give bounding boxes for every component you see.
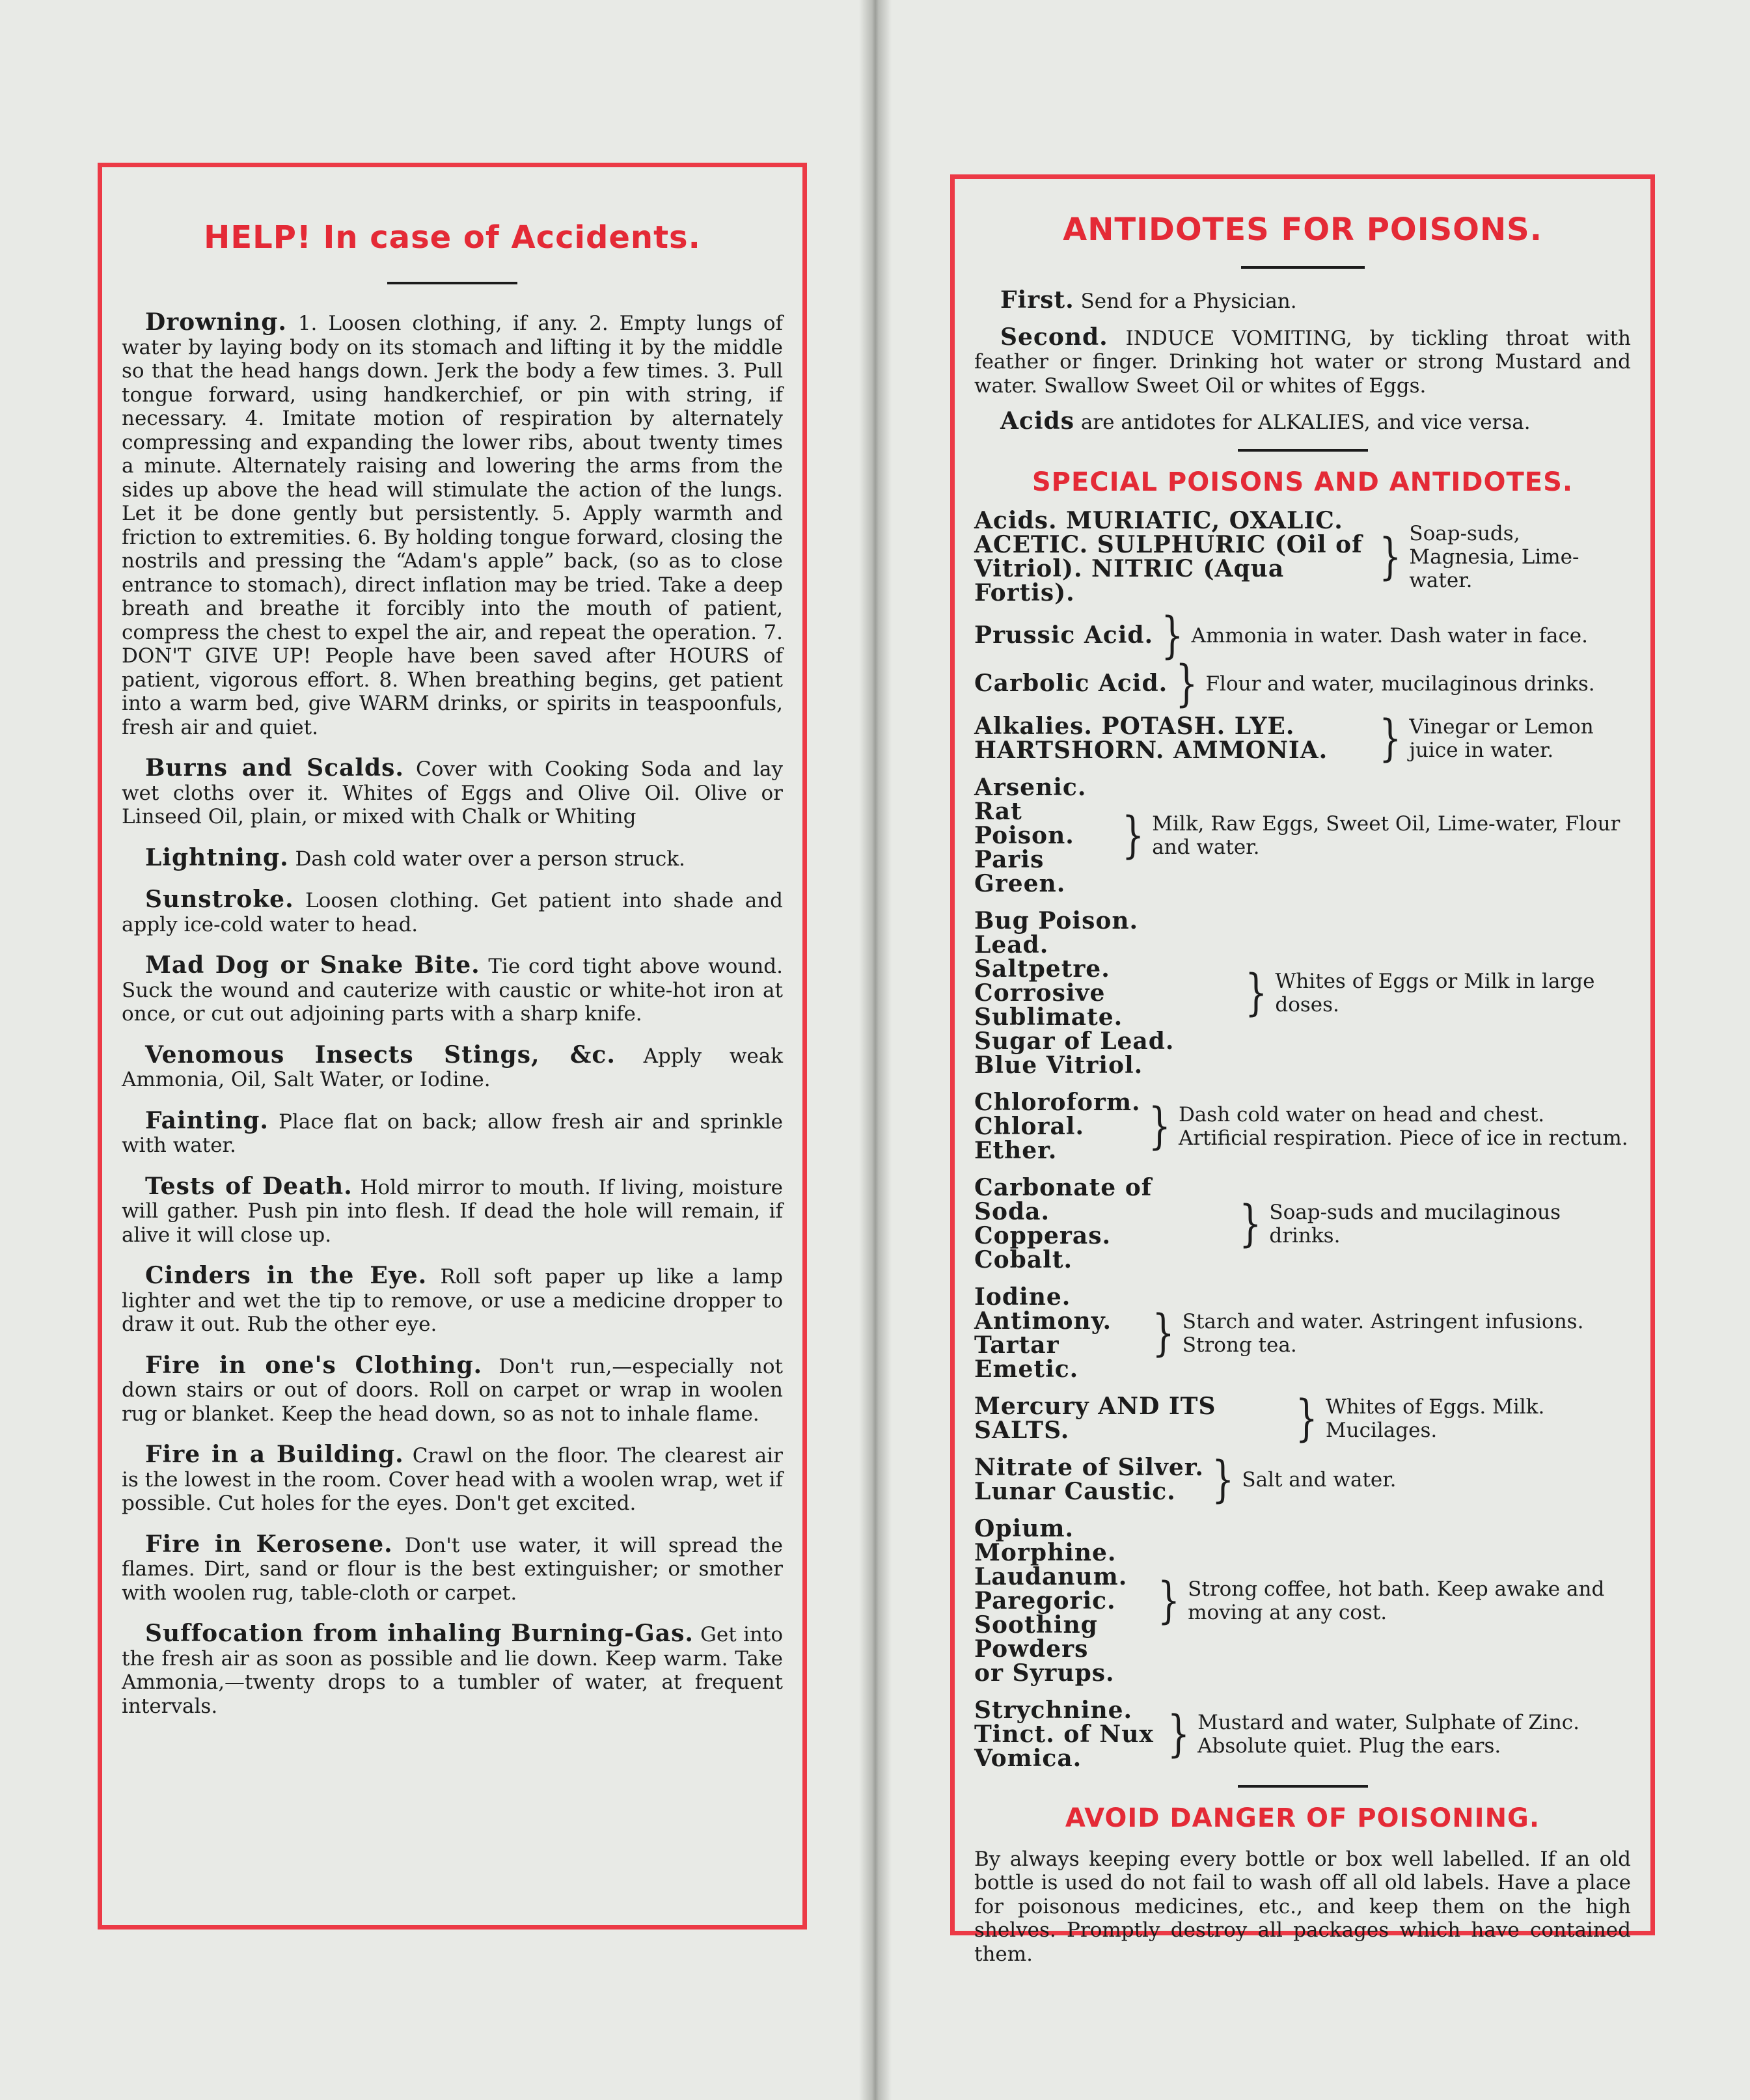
- first-step: [974, 288, 1631, 314]
- poison-names: Alkalies. POTASH. LYE. HARTSHORN. AMMONIA.: [974, 712, 1328, 764]
- acids-note-head: Acids: [1000, 407, 1074, 435]
- acids-note-body: are antidotes for ALKALIES, and vice versa.: [1074, 411, 1531, 434]
- accident-heading: Drowning.: [145, 308, 287, 336]
- poison-names: Arsenic. Rat Poison. Paris Green.: [974, 773, 1087, 897]
- antidote-text: Dash cold water on head and chest. Artificial respiration. Piece of ice in rectum.: [1178, 1103, 1628, 1150]
- accident-heading: Burns and Scalds.: [145, 754, 404, 782]
- brace-icon: }: [1239, 1194, 1262, 1252]
- special-title: SPECIAL POISONS AND ANTIDOTES.: [1032, 467, 1574, 497]
- accident-body: Apply weak Ammonia, Oil, Salt Water, or Iodine.: [122, 1044, 783, 1091]
- brace-icon: }: [1379, 527, 1402, 585]
- accident-section: [122, 1264, 783, 1337]
- antidote-text: Flour and water, mucilaginous drinks.: [1205, 672, 1595, 696]
- accident-body: Tie cord tight above wound. Suck the wound and cauterize with caustic or white-hot iron at once, or cut out adjoining parts with a sharp knife.: [122, 955, 783, 1026]
- left-title-rule: [387, 282, 517, 284]
- accident-body: Cover with Cooking Soda and lay wet cloths over it. Whites of Eggs and Olive Oil. Olive or Linseed Oil, plain, or mixed with Chalk or Whiting: [122, 757, 783, 828]
- poison-names: Chloroform. Chloral. Ether.: [974, 1088, 1141, 1164]
- accident-section: [122, 888, 783, 936]
- avoid-title: AVOID DANGER OF POISONING.: [1065, 1803, 1540, 1833]
- avoid-body: By always keeping every bottle or box well labelled. If an old bottle is used do not fail to wash off all old labels. Have a place for poisonous medicines, etc., and keep them on the high shelves. Promptly destroy all packages which have contained them.: [974, 1847, 1631, 1966]
- accident-heading: Tests of Death.: [145, 1172, 353, 1200]
- antidote-item: [974, 773, 1631, 897]
- poison-names: Prussic Acid.: [974, 621, 1154, 649]
- poison-names: Carbolic Acid.: [974, 670, 1168, 697]
- brace-icon: }: [1167, 1705, 1190, 1763]
- accident-section: [122, 1351, 783, 1426]
- accident-body: Place flat on back; allow fresh air and sprinkle with water.: [122, 1110, 783, 1157]
- accident-heading: Venomous Insects Stings, &c.: [145, 1041, 616, 1069]
- accident-body: 1. Loosen clothing, if any. 2. Empty lungs of water by laying body on its stomach and lifting it by the middle so that the head hangs down. Jerk the body a few times. 3. Pull tongue forward, using handkerchief, or pin with string, if necessary. 4. Imitate motion of respiration by alternately compressing and expanding the lower ribs, about twenty times a minute. Alternately raising and lowering the arms from the sides up above the head will stimulate the action of the lungs. Let it be done gently but persistently. 5. Apply warmth and friction to extremities. 6. By holding tongue forward, closing the nostrils and pressing the “Adam's apple” back, (so as to close entrance to stomach), direct inflation may be tried. Take a deep breath and breathe it forcibly into the mouth of patient, compress the chest to expel the air, and repeat the operation. 7. DON'T GIVE UP! People have been saved after HOURS of patient, vigorous effort. 8. When breathing begins, get patient into a warm bed, give WARM drinks, or spirits in teaspoonfuls, fresh air and quiet.: [122, 312, 783, 739]
- accident-section: [122, 1106, 783, 1158]
- poison-names: Nitrate of Silver. Lunar Caustic.: [974, 1453, 1204, 1505]
- brace-icon: }: [1245, 964, 1268, 1022]
- accident-section: [122, 310, 783, 739]
- antidote-item: [974, 1389, 1631, 1447]
- accident-section: [122, 1622, 783, 1718]
- poison-names: Bug Poison. Lead. Saltpetre. Corrosive Sublimate. Sugar of Lead. Blue Vitriol.: [974, 907, 1175, 1079]
- left-red-border: [98, 163, 807, 1930]
- poison-names: Opium. Morphine. Laudanum. Paregoric. Soothing Powders or Syrups.: [974, 1514, 1128, 1687]
- accident-heading: Fire in a Building.: [145, 1441, 404, 1468]
- antidote-item: [974, 1698, 1631, 1771]
- accident-body: Roll soft paper up like a lamp lighter and wet the tip to remove, or use a medicine dropper to draw it out. Rub the other eye.: [122, 1265, 783, 1336]
- antidote-text: Strong coffee, hot bath. Keep awake and moving at any cost.: [1188, 1577, 1605, 1624]
- accident-heading: Suffocation from inhaling Burning-Gas.: [145, 1620, 694, 1647]
- accident-heading: Fire in one's Clothing.: [145, 1351, 483, 1379]
- left-title: HELP! In case of Accidents.: [204, 219, 701, 256]
- antidote-text: Ammonia in water. Dash water in face.: [1191, 623, 1589, 648]
- antidote-text: Whites of Eggs. Milk. Mucilages.: [1325, 1395, 1545, 1442]
- antidote-text: Whites of Eggs or Milk in large doses.: [1275, 970, 1595, 1016]
- accident-heading: Fire in Kerosene.: [145, 1530, 393, 1558]
- second-step-head: Second.: [1000, 323, 1108, 351]
- brace-icon: }: [1152, 1303, 1175, 1361]
- right-red-border: [950, 174, 1655, 1966]
- left-content: [122, 167, 783, 1718]
- brace-icon: }: [1148, 1097, 1171, 1155]
- antidote-item: [974, 606, 1631, 664]
- antidote-item: [974, 1173, 1631, 1274]
- accident-heading: Sunstroke.: [145, 886, 294, 913]
- book-gutter: [859, 0, 892, 2100]
- brace-icon: }: [1379, 709, 1402, 767]
- second-step: [974, 325, 1631, 398]
- poison-names: Acids. MURIATIC, OXALIC. ACETIC. SULPHURIC (Oil of Vitriol). NITRIC (Aqua Fortis).: [974, 506, 1363, 607]
- antidote-item: [974, 709, 1631, 767]
- antidote-text: Salt and water.: [1242, 1467, 1397, 1492]
- accident-body: Dash cold water over a person struck.: [288, 847, 685, 871]
- right-content: [974, 179, 1631, 1966]
- left-sections: [122, 310, 783, 1718]
- right-title-rule: [1241, 266, 1365, 269]
- brace-icon: }: [1175, 654, 1198, 712]
- accident-section: [122, 1172, 783, 1248]
- antidote-text: Soap-suds, Magnesia, Lime-water.: [1409, 521, 1579, 592]
- antidote-item: [974, 1450, 1631, 1508]
- antidote-text: Starch and water. Astringent infusions. Strong tea.: [1182, 1309, 1584, 1357]
- accident-heading: Fainting.: [145, 1106, 269, 1134]
- accident-body: Don't run,—especially not down stairs or out of doors. Roll on carpet or wrap in woolen rug or blanket. Keep the head down, so as not to inhale flame.: [122, 1354, 783, 1426]
- antidote-text: Mustard and water, Sulphate of Zinc. Absolute quiet. Plug the ears.: [1197, 1711, 1580, 1758]
- poison-names: Mercury AND ITS SALTS.: [974, 1392, 1216, 1444]
- accident-body: Hold mirror to mouth. If living, moisture will gather. Push pin into flesh. If dead the hole will remain, if alive it will close up.: [122, 1175, 783, 1247]
- acids-note: [974, 409, 1631, 435]
- brace-icon: }: [1121, 806, 1145, 864]
- poison-names: Strychnine. Tinct. of Nux Vomica.: [974, 1696, 1154, 1772]
- accident-section: [122, 1043, 783, 1092]
- accident-body: Get into the fresh air as soon as possible and lie down. Keep warm. Take Ammonia,—twenty drops to a tumbler of water, at frequent intervals.: [122, 1623, 784, 1718]
- accident-heading: Cinders in the Eye.: [145, 1262, 428, 1289]
- antidote-item: [974, 909, 1631, 1078]
- accident-body: Loosen clothing. Get patient into shade and apply ice-cold water to head.: [122, 889, 783, 936]
- accident-section: [122, 1443, 783, 1516]
- poison-names: Iodine. Antimony. Tartar Emetic.: [974, 1283, 1112, 1383]
- special-rule: [1238, 449, 1368, 452]
- brace-icon: }: [1157, 1572, 1181, 1630]
- poison-names: Carbonate of Soda. Copperas. Cobalt.: [974, 1173, 1153, 1274]
- antidote-item: [974, 1514, 1631, 1687]
- accident-section: [122, 953, 783, 1026]
- antidote-item: [974, 1285, 1631, 1382]
- first-step-head: First.: [1000, 286, 1074, 314]
- antidote-item: [974, 654, 1631, 712]
- antidote-item: [974, 1088, 1631, 1164]
- antidote-item: [974, 506, 1631, 607]
- accident-section: [122, 756, 783, 829]
- first-step-body: Send for a Physician.: [1074, 290, 1297, 313]
- accident-body: Don't use water, it will spread the flames. Dirt, sand or flour is the best extinguisher; or smother with woolen rug, table-cloth or carpet.: [122, 1533, 783, 1605]
- second-step-body: INDUCE VOMITING, by tickling throat with feather or finger. Drinking hot water or strong Mustard and water. Swallow Sweet Oil or whites of Eggs.: [974, 326, 1631, 398]
- right-title: ANTIDOTES FOR POISONS.: [1063, 211, 1542, 248]
- brace-icon: }: [1211, 1450, 1235, 1508]
- antidote-list: [974, 506, 1631, 1772]
- avoid-rule: [1238, 1785, 1368, 1788]
- antidote-text: Milk, Raw Eggs, Sweet Oil, Lime-water, Flour and water.: [1152, 812, 1620, 859]
- brace-icon: }: [1295, 1389, 1318, 1447]
- accident-heading: Lightning.: [145, 843, 289, 871]
- accident-heading: Mad Dog or Snake Bite.: [145, 951, 480, 979]
- antidote-text: Vinegar or Lemon juice in water.: [1409, 715, 1594, 762]
- antidote-text: Soap-suds and mucilaginous drinks.: [1269, 1200, 1561, 1248]
- brace-icon: }: [1161, 606, 1184, 664]
- accident-section: [122, 843, 783, 871]
- accident-body: Crawl on the floor. The clearest air is the lowest in the room. Cover head with a woolen wrap, wet if possible. Cut holes for the eyes. Don't get excited.: [122, 1444, 783, 1515]
- accident-section: [122, 1530, 783, 1605]
